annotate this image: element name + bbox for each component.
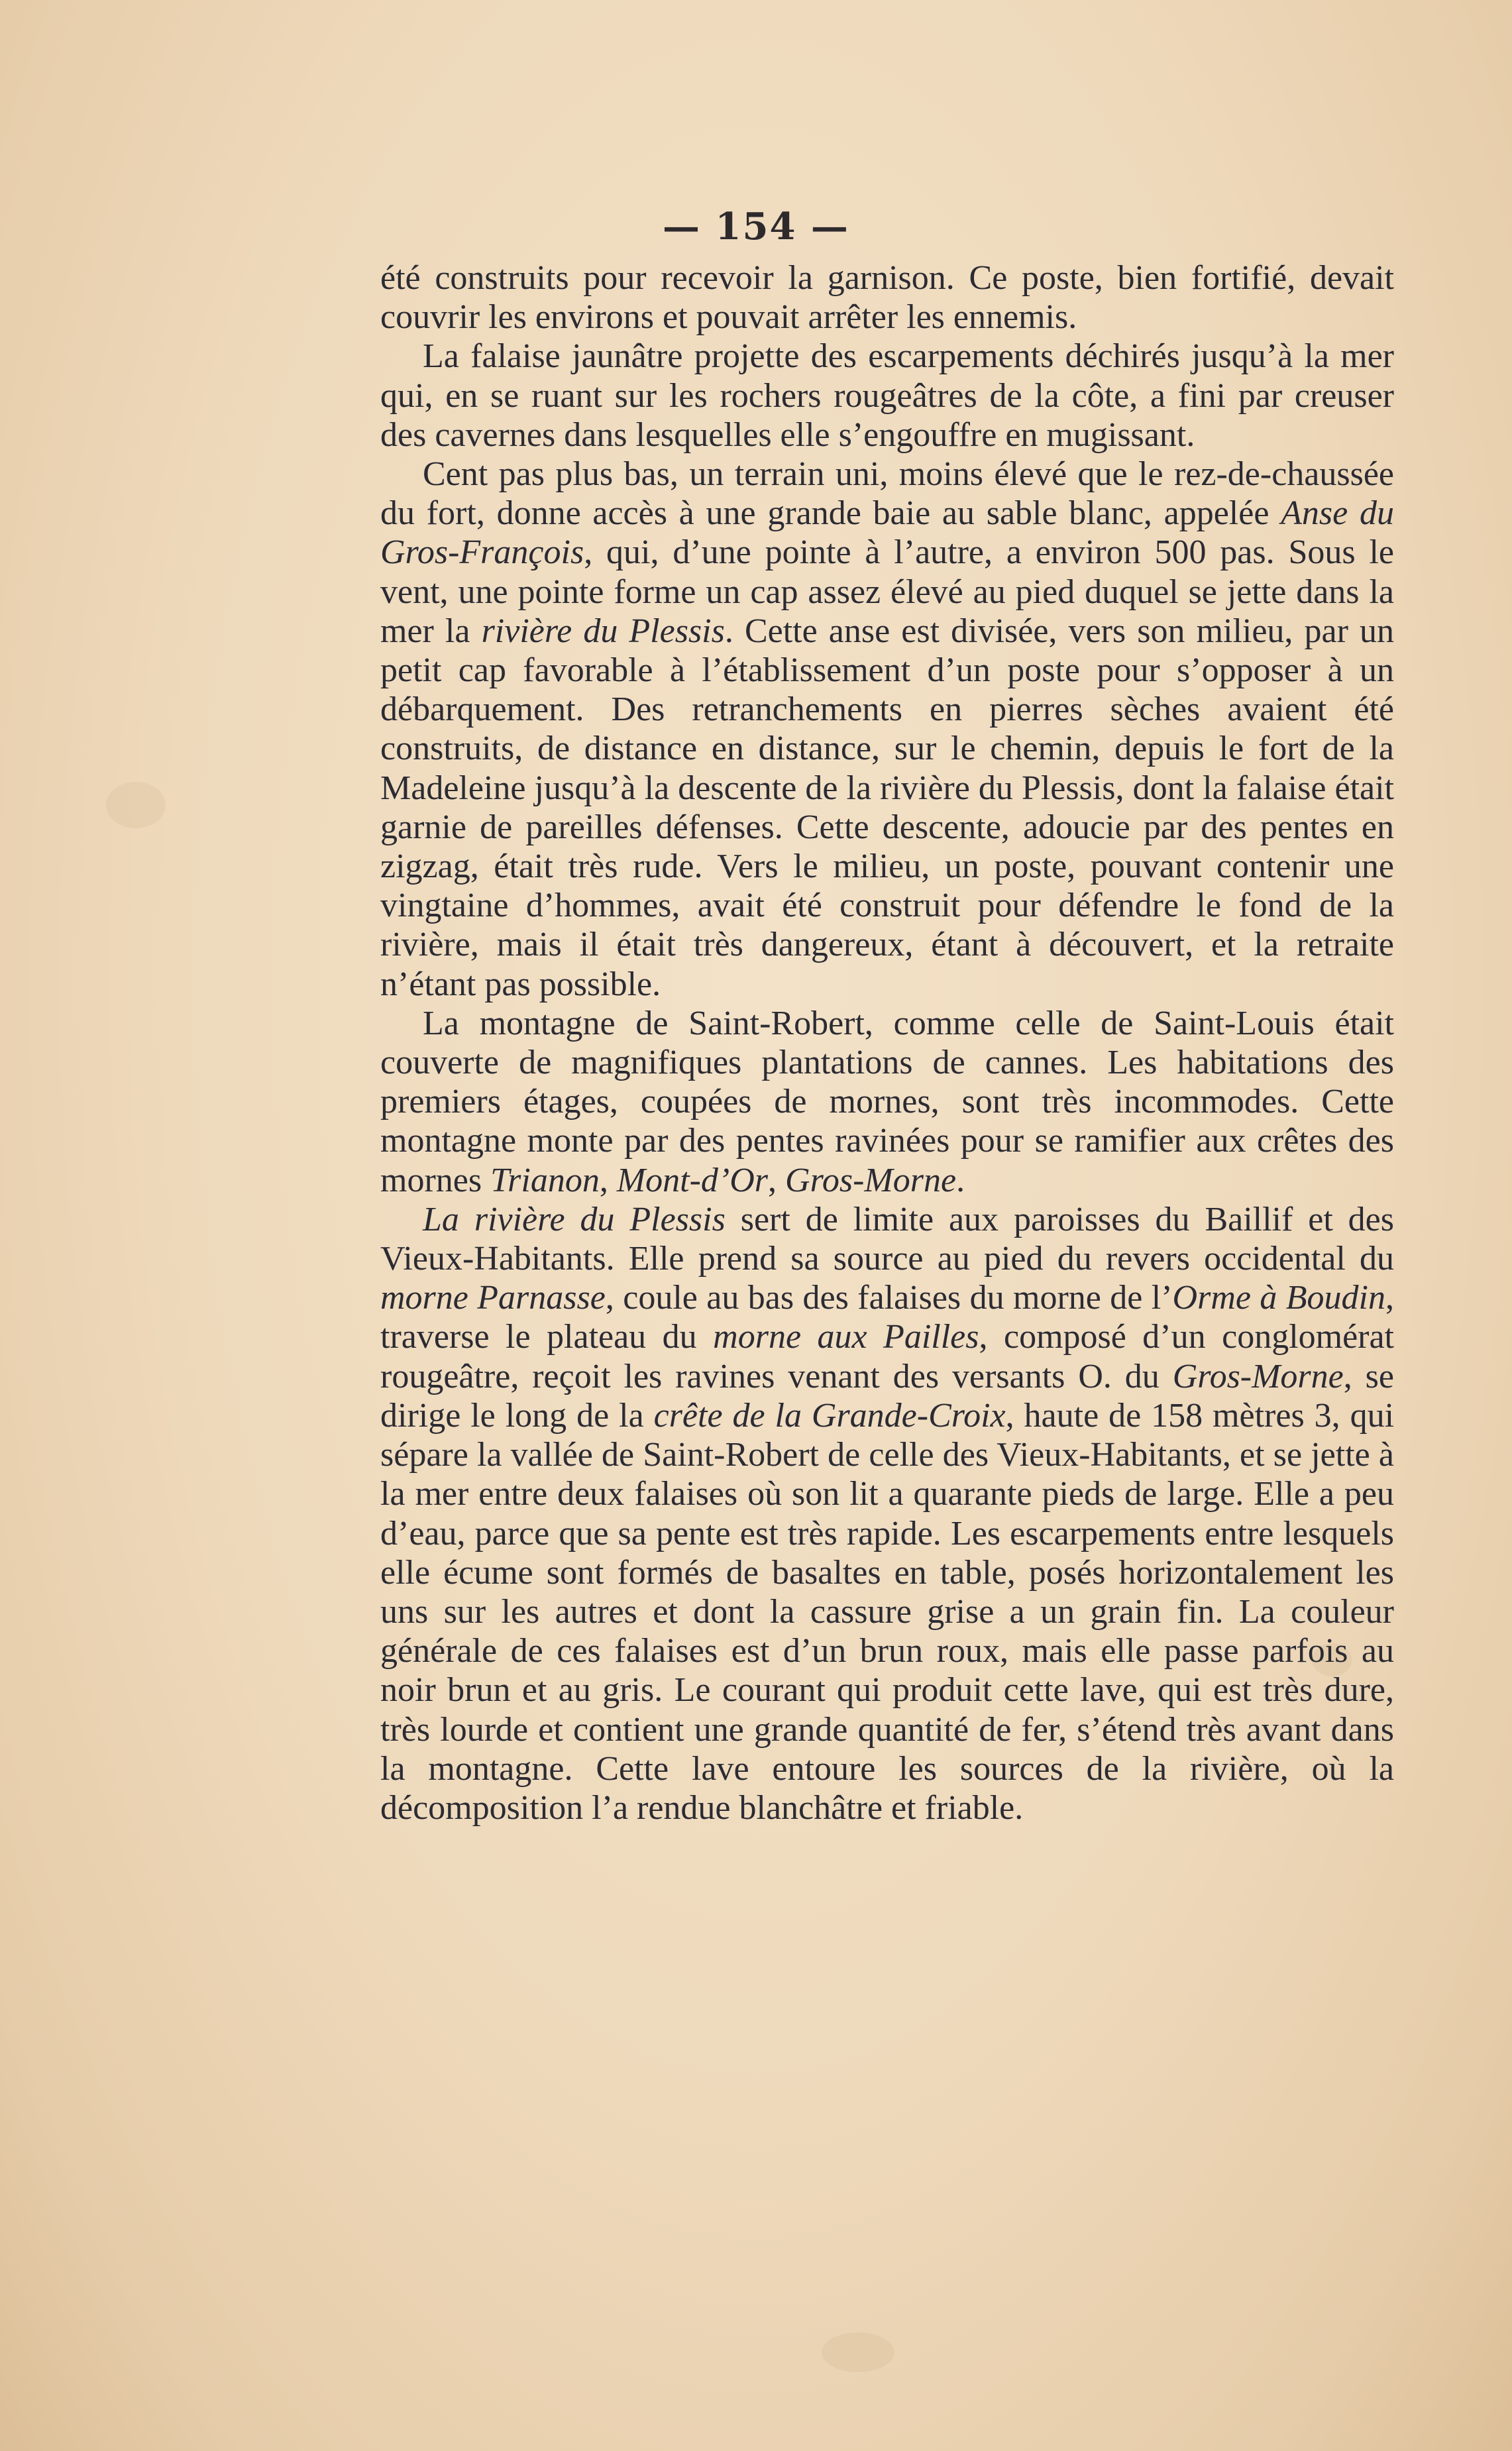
text-run: , se dirige le long de la [380, 1357, 1394, 1435]
text-run: Cent pas plus bas, un terrain uni, moins élevé que le rez-de-chaussée du fort, donne accès à une grande baie au sable blanc, appelée [380, 455, 1394, 533]
italic-text: Mont-d’Or [616, 1161, 769, 1199]
paragraph [380, 1004, 1394, 1200]
italic-text: crête de la Grande-Croix [653, 1396, 1006, 1435]
text-run: , haute de 158 mètres 3, qui sépare la vallée de Saint-Robert de celle des Vieux-Habitants, et se jette à la mer entre deux falaises où son lit a quarante pieds de large. Elle a peu d’eau, parce que sa pente est très rapide. Les escarpements entre lesquels elle écume sont formés de basaltes en table, posés horizontalement les uns sur les autres et dont la cassure grise a un grain fin. La couleur générale de ces falaises est d’un brun roux, mais elle passe parfois au noir brun et au gris. Le courant qui produit cette lave, qui est très dure, très lourde et contient une grande quantité de fer, s’étend très avant dans la montagne. Cette lave entoure les sources de la rivière, où la décomposition l’a rendue blanchâtre et friable. [380, 1396, 1395, 1827]
page-number: — 154 — [663, 205, 849, 248]
italic-text: Gros-Morne [1172, 1357, 1344, 1395]
paragraph [380, 455, 1394, 1004]
paragraph [380, 337, 1394, 455]
italic-text: morne Parnasse [380, 1279, 606, 1317]
paper-stain [106, 782, 166, 828]
text-run: La montagne de Saint-Robert, comme celle de Saint-Louis était couverte de magnifiques plantations de cannes. Les habitations des premiers étages, coupées de mornes, sont très incommodes. Cette montagne monte par des pentes ravinées pour se ramifier aux crêtes des mornes [380, 1004, 1394, 1199]
body-text [380, 258, 1394, 1827]
text-run: , [768, 1161, 786, 1199]
text-run: , composé d’un conglomérat rougeâtre, reçoit les ravines venant des versants O. du [380, 1318, 1395, 1395]
italic-text: Gros-Morne [785, 1161, 957, 1199]
text-run: été construits pour recevoir la garnison. Ce poste, bien fortifié, devait couvrir les environs et pouvait arrêter les ennemis. [380, 259, 1394, 337]
italic-text: Anse du Gros-François [380, 494, 1394, 572]
italic-text: Trianon [490, 1161, 600, 1199]
text-run: , coule au bas des falaises du morne de l’ [605, 1279, 1173, 1317]
text-run: sert de limite aux paroisses du Baillif et des Vieux-Habitants. Elle prend sa source au pied du revers occidental du [380, 1200, 1394, 1278]
text-run: La falaise jaunâtre projette des escarpements déchirés jusqu’à la mer qui, en se ruant sur les rochers rougeâtres de la côte, a fini par creuser des cavernes dans lesquelles elle s’engouffre en mugissant. [380, 337, 1394, 454]
text-run: , [599, 1161, 617, 1199]
paragraph [380, 1200, 1394, 1827]
italic-text: Orme à Boudin [1172, 1279, 1385, 1317]
italic-text: La rivière du Plessis [423, 1200, 726, 1238]
paragraph [380, 258, 1394, 337]
text-run: , qui, d’une pointe à l’autre, a environ 500 pas. Sous le vent, une pointe forme un cap assez élevé au pied duquel se jette dans la mer la [380, 533, 1394, 650]
italic-text: morne aux Pailles [713, 1318, 979, 1356]
text-run: . Cette anse est divisée, vers son milieu, par un petit cap favorable à l’établissement d’un poste pour s’opposer à un débarquement. Des retranchements en pierres sèches avaient été construits, de distance en distance, sur le chemin, depuis le fort de la Madeleine jusqu’à la descente de la rivière du Plessis, dont la falaise était garnie de pareilles défenses. Cette descente, adoucie par des pentes en zigzag, était très rude. Vers le milieu, un poste, pouvant contenir une vingtaine d’hommes, avait été construit pour défendre le fond de la rivière, mais il était très dangereux, étant à découvert, et la retraite n’étant pas possible. [380, 612, 1395, 1003]
text-run: , traverse le plateau du [380, 1279, 1394, 1356]
italic-text: rivière du Plessis [481, 612, 725, 650]
paper-stain [822, 2332, 894, 2372]
text-run: . [956, 1161, 965, 1199]
